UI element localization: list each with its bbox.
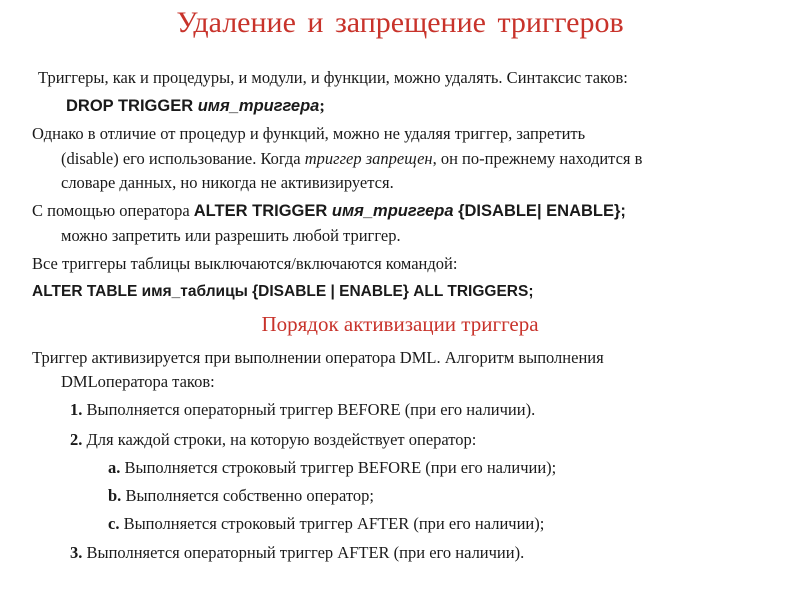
alter-keyword: ALTER TRIGGER (193, 202, 332, 220)
step-text: Выполняется собственно оператор; (121, 486, 375, 505)
step-2b (108, 484, 374, 508)
order-para-line1: Триггер активизируется при выполнении оператора DML. Алгоритм выполнения (32, 348, 604, 367)
order-para-line2: DMLоператора таков: (61, 372, 215, 391)
alter-options: {DISABLE| ENABLE}; (453, 202, 626, 220)
step-number: 1. (70, 400, 83, 419)
alter-para-line2: можно запретить или разрешить любой триггер. (61, 226, 401, 245)
step-text: Выполняется операторный триггер BEFORE (при его наличии). (82, 400, 536, 419)
step-letter: b. (108, 486, 122, 505)
table-para-line1: Все триггеры таблицы выключаются/включаются командой: (32, 254, 458, 273)
syntax-keyword: DROP TRIGGER (66, 97, 198, 115)
section-subtitle: Порядок активизации триггера (261, 312, 539, 336)
disable-para-line3: словаре данных, но никогда не активизируется. (61, 173, 394, 192)
syntax-end: ; (319, 96, 325, 115)
step-text: Выполняется операторный триггер AFTER (при его наличии). (82, 543, 525, 562)
alter-para-line1 (32, 199, 626, 223)
drop-trigger-syntax (66, 94, 325, 118)
disable-para-italic: триггер запрещен (304, 149, 433, 168)
step-1 (70, 398, 535, 422)
step-text: Выполняется строковый триггер AFTER (при его наличии); (119, 514, 545, 533)
step-text: Выполняется строковый триггер BEFORE (при его наличии); (120, 458, 557, 477)
alter-name: имя_триггера (331, 202, 454, 220)
slide-title: Удаление и запрещение триггеров (176, 6, 624, 39)
step-3 (70, 541, 524, 565)
intro-text: Триггеры, как и процедуры, и модули, и функции, можно удалять. Синтаксис таков: (38, 68, 628, 87)
step-2c (108, 512, 544, 536)
step-2 (70, 428, 476, 452)
disable-para-line1: Однако в отличие от процедур и функций, можно не удаляя триггер, запретить (32, 124, 586, 143)
step-2a (108, 456, 556, 480)
table-command: ALTER TABLE имя_таблицы {DISABLE | ENABLE} ALL TRIGGERS; (32, 283, 534, 300)
step-text: Для каждой строки, на которую воздействует оператор: (82, 430, 477, 449)
step-letter: a. (108, 458, 121, 477)
syntax-name: имя_триггера (197, 97, 320, 115)
alter-prefix: С помощью оператора (32, 201, 194, 220)
disable-para-line2-b: , он по-прежнему находится в (432, 149, 643, 168)
disable-para-line2 (61, 147, 642, 171)
step-number: 2. (70, 430, 83, 449)
step-number: 3. (70, 543, 83, 562)
disable-para-line2-a: (disable) его использование. Когда (61, 149, 305, 168)
step-letter: c. (108, 514, 120, 533)
